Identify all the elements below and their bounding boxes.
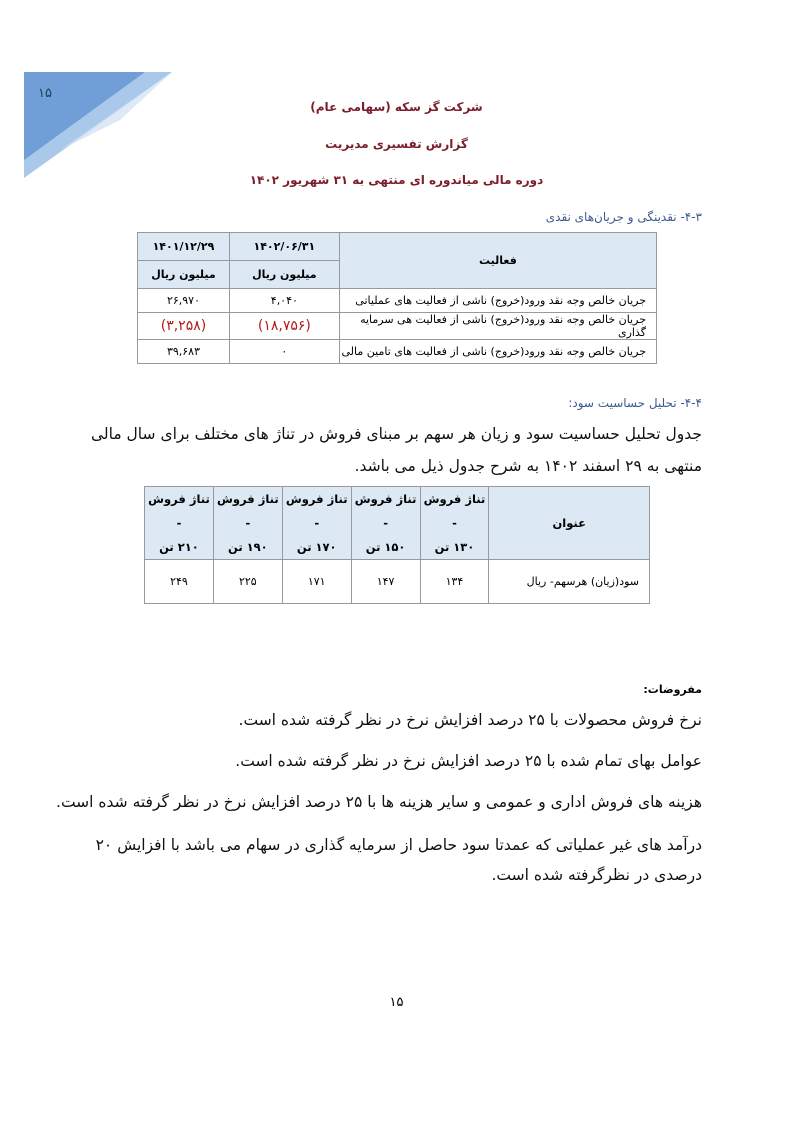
header-title: عنوان (489, 487, 650, 560)
assumption-item: درآمد های غیر عملیاتی که عمدتا سود حاصل از سرمایه گذاری در سهام می باشد با افزایش ۲۰ درصدی در نظرگرفته شده است. (95, 836, 702, 884)
footer-page-number: ۱۵ (389, 995, 404, 1010)
assumption-item: هزینه های فروش اداری و عمومی و سایر هزینه ها با ۲۵ درصد افزایش نرخ در نظر گرفته شده است. (56, 793, 702, 811)
report-title: گزارش تفسیری مدیریت (325, 137, 468, 151)
row-value-1401: ۳۹,۶۸۳ (138, 340, 230, 364)
company-name: شرکت گز سکه (سهامی عام) (310, 100, 483, 114)
row-value-1402: (۱۸,۷۵۶) (229, 313, 339, 340)
value-150: ۱۴۷ (351, 560, 420, 604)
header-date-1401: ۱۴۰۱/۱۲/۲۹ (138, 233, 230, 261)
cash-flow-table (137, 232, 657, 364)
assumptions-title: مفروضات: (643, 683, 702, 696)
table-row (138, 289, 657, 313)
header-activity: فعالیت (339, 233, 656, 289)
value-130: ۱۳۴ (420, 560, 489, 604)
row-value-1402: ۰ (229, 340, 339, 364)
row-value-1401: (۳,۲۵۸) (138, 313, 230, 340)
header-tonnage-210: تناژ فروش - ۲۱۰ تن (145, 487, 214, 560)
header-tonnage-150: تناژ فروش - ۱۵۰ تن (351, 487, 420, 560)
assumption-item: نرخ فروش محصولات با ۲۵ درصد افزایش نرخ در نظر گرفته شده است. (238, 711, 702, 729)
header-unit-2: میلیون ریال (138, 261, 230, 289)
value-190: ۲۲۵ (213, 560, 282, 604)
header-tonnage-130: تناژ فروش - ۱۳۰ تن (420, 487, 489, 560)
table-row (138, 313, 657, 340)
header-date-1402: ۱۴۰۲/۰۶/۳۱ (229, 233, 339, 261)
value-170: ۱۷۱ (282, 560, 351, 604)
header-tonnage-170: تناژ فروش - ۱۷۰ تن (282, 487, 351, 560)
report-period: دوره مالی میاندوره ای منتهی به ۳۱ شهریور ۱۴۰۲ (249, 173, 544, 187)
row-label: سود(زیان) هرسهم- ریال (489, 560, 650, 604)
section-liquidity-title: ۴-۳- نقدینگی و جریان‌های نقدی (545, 210, 702, 224)
row-value-1402: ۴,۰۴۰ (229, 289, 339, 313)
corner-page-number: ۱۵ (38, 86, 52, 101)
sensitivity-paragraph: جدول تحلیل حساسیت سود و زیان هر سهم بر مبنای فروش در تناژ های مختلف برای سال مالی منتهی به ۲۹ اسفند ۱۴۰۲ به شرح جدول ذیل می باشد. (90, 425, 702, 475)
assumption-item: عوامل بهای تمام شده با ۲۵ درصد افزایش نرخ در نظر گرفته شده است. (235, 752, 702, 770)
row-value-1401: ۲۶,۹۷۰ (138, 289, 230, 313)
section-sensitivity-title: ۴-۴- تحلیل حساسیت سود: (568, 396, 702, 410)
sensitivity-table (144, 486, 650, 604)
value-210: ۲۴۹ (145, 560, 214, 604)
row-label: جریان خالص وجه نقد ورود(خروج) ناشی از فعالیت های عملیاتی (339, 289, 656, 313)
header-unit-1: میلیون ریال (229, 261, 339, 289)
row-label: جریان خالص وجه نقد ورود(خروج) ناشی از فعالیت هی سرمایه گذاری (339, 313, 656, 340)
header-tonnage-190: تناژ فروش - ۱۹۰ تن (213, 487, 282, 560)
table-row (138, 340, 657, 364)
row-label: جریان خالص وجه نقد ورود(خروج) ناشی از فعالیت های تامین مالی (339, 340, 656, 364)
table-row (145, 560, 650, 604)
